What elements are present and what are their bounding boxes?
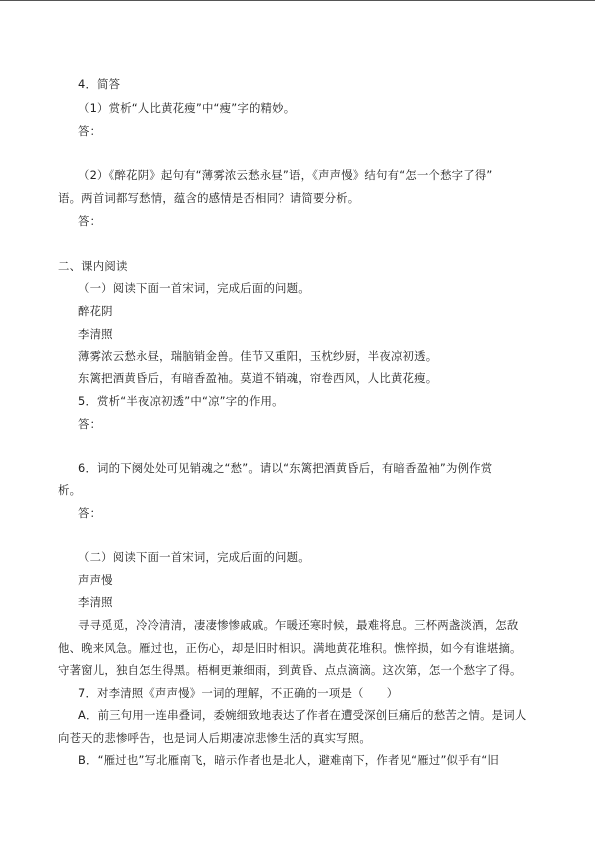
poem-line: 寻寻觅觅，冷冷清清，凄凄惨惨戚戚。乍暖还寒时候，最难将息。三杯两盏淡酒，怎敌 — [78, 618, 519, 632]
poem-title-zuihuayin: 醉花阴 — [78, 304, 113, 318]
question-6-line2: 析。 — [58, 483, 82, 497]
question-7: 7．对李清照《声声慢》一词的理解，不正确的一项是（ ） — [78, 686, 399, 700]
answer-label: 答： — [78, 124, 102, 138]
poem-line: 守著窗儿，独自怎生得黑。梧桐更兼细雨，到黄昏、点点滴滴。这次第，怎一个愁字了得。 — [58, 663, 522, 677]
part-1-instruction: （一）阅读下面一首宋词，完成后面的问题。 — [78, 281, 310, 295]
poem-line: 东篱把酒黄昏后，有暗香盈袖。莫道不销魂，帘卷西风，人比黄花瘦。 — [78, 371, 438, 385]
question-4-heading: 4．简答 — [78, 77, 121, 91]
poem-line: 薄雾浓云愁永昼，瑞脑销金兽。佳节又重阳，玉枕纱厨，半夜凉初透。 — [78, 349, 438, 363]
poem-line: 他、晚来风急。雁过也，正伤心，却是旧时相识。满地黄花堆积。憔悴损，如今有谁堪摘。 — [58, 641, 522, 655]
answer-label: 答： — [78, 506, 102, 520]
option-b-line1: B．“雁过也”写北雁南飞，暗示作者也是北人，避难南下，作者见“雁过”似乎有“旧 — [78, 753, 500, 767]
part-2-instruction: （二）阅读下面一首宋词，完成后面的问题。 — [78, 550, 310, 564]
answer-label: 答： — [78, 417, 102, 431]
question-4-2-line1: （2）《醉花阴》起句有“薄雾浓云愁永昼”语，《声声慢》结句有“怎一个愁字了得” — [78, 168, 493, 182]
answer-label: 答： — [78, 214, 102, 228]
option-a-line2: 向苍天的悲惨呼告，也是词人后期凄凉悲惨生活的真实写照。 — [58, 731, 371, 745]
section-2-heading: 二、课内阅读 — [58, 259, 128, 273]
question-4-1: （1）赏析“人比黄花瘦”中“瘦”字的精妙。 — [78, 101, 296, 115]
option-a-line1: A．前三句用一连串叠词，委婉细致地表达了作者在遭受深创巨痛后的愁苦之情。是词人 — [78, 708, 527, 722]
question-4-2-line2: 语。两首词都写愁情，蕴含的感情是否相同？请简要分析。 — [58, 191, 360, 205]
question-6-line1: 6．词的下阕处处可见销魂之“愁”。请以“东篱把酒黄昏后，有暗香盈袖”为例作赏 — [78, 461, 493, 475]
poem-title-shengshengman: 声声慢 — [78, 573, 113, 587]
poem-author: 李清照 — [78, 327, 113, 341]
poem-author: 李清照 — [78, 595, 113, 609]
question-5: 5．赏析“半夜凉初透”中“凉”字的作用。 — [78, 394, 284, 408]
